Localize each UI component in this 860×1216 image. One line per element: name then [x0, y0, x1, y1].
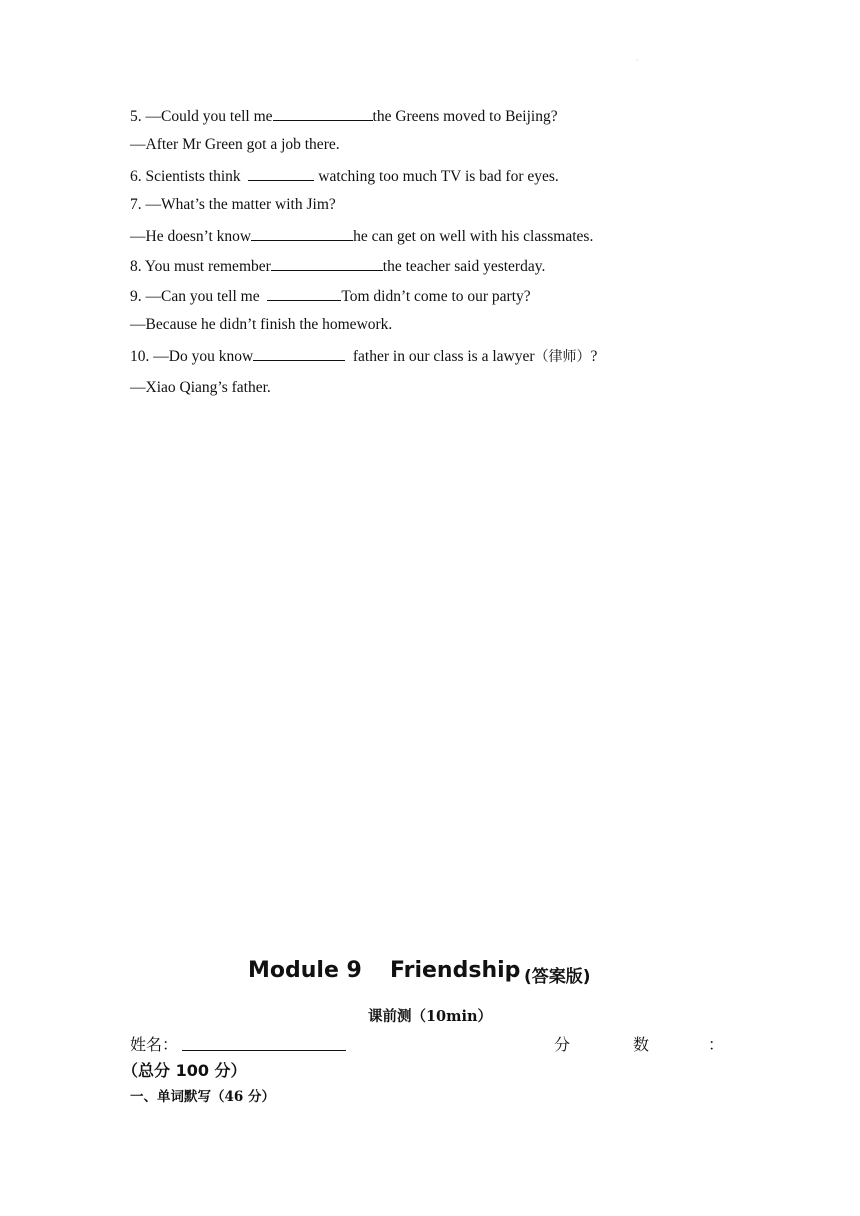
question-5-text-after: the Greens moved to Beijing? [372, 108, 558, 125]
name-label: 姓名： [130, 1035, 179, 1054]
question-6-text-before: 6. Scientists think [130, 168, 245, 185]
question-10-text-before: 10. —Do you know [130, 348, 254, 365]
name-score-row [130, 1032, 740, 1056]
answer-blank[interactable] [253, 345, 345, 361]
question-9-text-before: 9. —Can you tell me [130, 288, 264, 305]
answer-blank[interactable] [271, 255, 383, 271]
answer-blank[interactable] [267, 285, 341, 301]
answer-10: —Xiao Qiang’s father. [130, 379, 271, 396]
module-number: Module 9 [248, 958, 362, 983]
name-blank[interactable] [182, 1050, 346, 1051]
question-7-text-after: he can get on well with his classmates. [353, 228, 594, 245]
score-colon: ： [708, 1035, 725, 1054]
answer-blank[interactable] [248, 165, 314, 181]
question-7-text-before: —He doesn’t know [130, 228, 252, 245]
answer-blank[interactable] [273, 105, 373, 121]
question-10 [130, 345, 597, 367]
question-8-text-after: the teacher said yesterday. [382, 258, 546, 275]
question-5 [130, 105, 558, 127]
module-version: (答案版) [524, 967, 591, 987]
question-10-cjk-note: （律师） [534, 349, 591, 365]
total-score: （总分 100 分） [122, 1061, 247, 1080]
question-8-text-before: 8. You must remember [130, 258, 271, 275]
question-10-text-after: father in our class is a lawyer [349, 348, 535, 365]
question-6-text-after: watching too much TV is bad for eyes. [314, 168, 559, 185]
question-7-reply [130, 225, 593, 247]
page-mark: · [636, 58, 638, 64]
question-6 [130, 165, 559, 187]
score-label-1: 分 [554, 1035, 571, 1054]
score-label-2: 数 [633, 1035, 650, 1054]
question-9-text-after: Tom didn’t come to our party? [341, 288, 531, 305]
question-5-text-before: 5. —Could you tell me [130, 108, 273, 125]
question-10-end: ? [590, 348, 598, 365]
answer-blank[interactable] [251, 225, 353, 241]
question-8 [130, 255, 545, 277]
module-topic: Friendship [390, 958, 521, 983]
answer-9: —Because he didn’t finish the homework. [130, 316, 393, 333]
question-7: 7. —What’s the matter with Jim? [130, 196, 336, 213]
quiz-subtitle: 课前测（10min） [367, 1008, 493, 1025]
section-heading: 一、单词默写（46 分） [130, 1089, 275, 1105]
question-9 [130, 285, 531, 307]
module-title [0, 958, 860, 988]
answer-5: —After Mr Green got a job there. [130, 136, 340, 153]
